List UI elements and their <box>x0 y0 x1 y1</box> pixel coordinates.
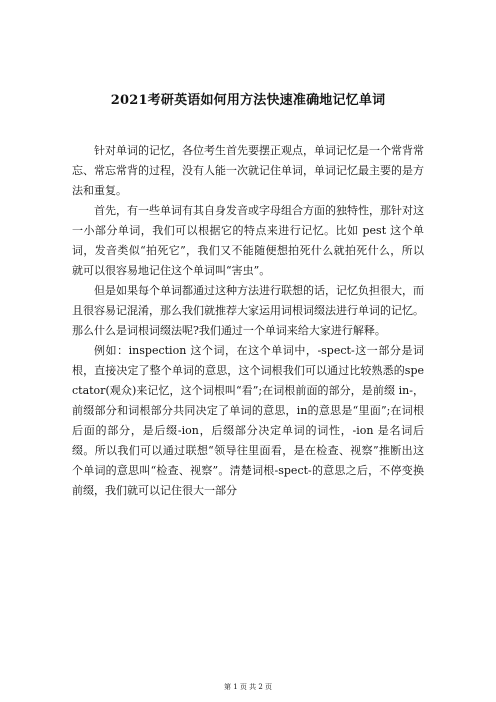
document-title: 2021考研英语如何用方法快速准确地记忆单词 <box>110 93 386 108</box>
paragraph: 但是如果每个单词都通过这种方法进行联想的话，记忆负担很大，而且很容易记混淆，那么我们就推荐大家运用词根词缀法进行单词的记忆。那么什么是词根词缀法呢?我们通过一个单词来给大家进行解释。 <box>72 284 424 337</box>
document-body <box>72 141 424 501</box>
paragraph: 首先，有一些单词有其自身发音或字母组合方面的独特性，那针对这一小部分单词，我们可以根据它的特点来进行记忆。比如 pest 这个单词，发音类似“拍死它”，我们又不能随便想拍死什么就拍死什么，所以就可以很容易地记住这个单词叫“害虫”。 <box>72 204 424 277</box>
paragraph: 例如：inspection 这个词，在这个单词中，-spect-这一部分是词根，直接决定了整个单词的意思，这个词根我们可以通过比较熟悉的spectator(观众)来记忆，这个词根叫“看”;在词根前面的部分，是前缀 in-，前缀部分和词根部分共同决定了单词的意思，in的意思是“里面”;在词根后面的部分，是后缀-ion，后缀部分决定单词的词性，-ion 是名词后缀。所以我们可以通过联想“领导往里面看，是在检查、视察”推断出这个单词的意思叫“检查、视察”。清楚词根-spect-的意思之后，不停变换前缀，我们就可以记住很大一部分 <box>72 344 424 497</box>
page-footer: 第 1 页 共 2 页 <box>223 683 273 691</box>
paragraph: 针对单词的记忆，各位考生首先要摆正观点，单词记忆是一个常背常忘、常忘常背的过程，没有人能一次就记住单词，单词记忆最主要的是方法和重复。 <box>72 144 424 197</box>
